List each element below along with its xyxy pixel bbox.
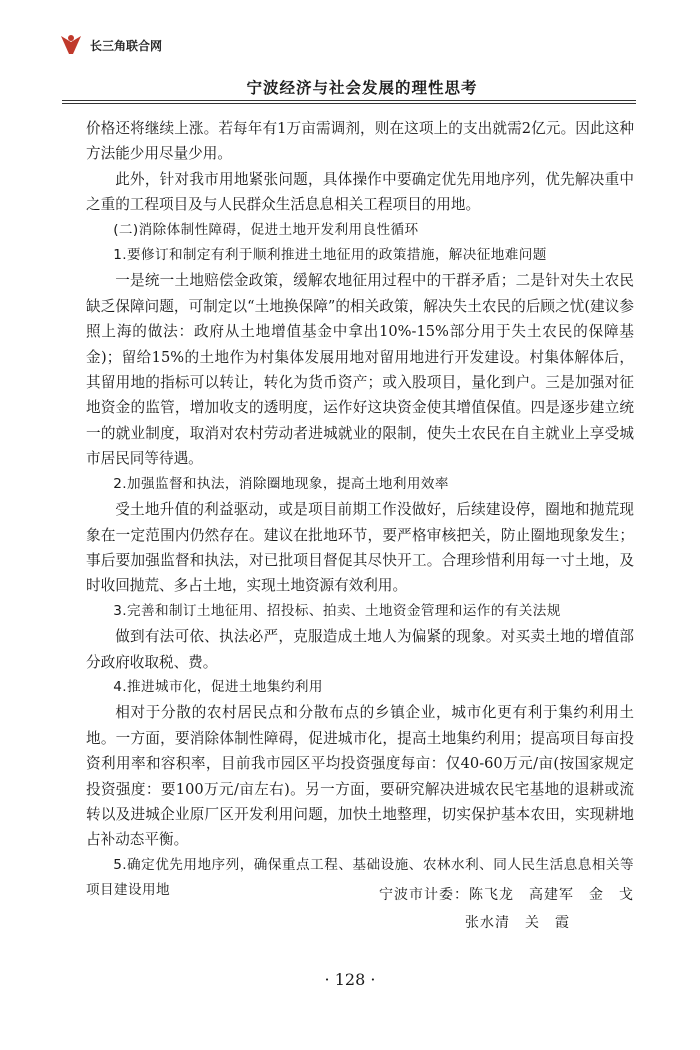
section-subheading: (二)消除体制性障碍，促进土地开发利用良性循环: [113, 221, 419, 238]
logo-text: 长三角联合网: [90, 38, 163, 53]
paragraph: 价格还将继续上涨。若每年有1万亩需调剂，则在这项上的支出就需2亿元。因此这种方法能少用尽量少用。: [86, 120, 634, 163]
paragraph: 相对于分散的农村居民点和分散布点的乡镇企业，城市化更有利于集约利用土地。一方面，要消除体制性障碍，促进城市化，提高土地集约利用；提高项目每亩投资利用率和容积率，目前我市园区平均投资强度每亩：仅40-60万元/亩(按国家规定投资强度：要100万元/亩左右)。另一方面，要研究解决进城农民宅基地的退耕或流转以及进城企业原厂区开发利用问题，加快土地整理，切实保护基本农田，实现耕地占补动态平衡。: [86, 704, 634, 849]
body-text: [86, 116, 634, 904]
page-number: · 128 ·: [324, 970, 376, 989]
section-subheading: 3.完善和制订土地征用、招投标、拍卖、土地资金管理和运作的有关法规: [113, 602, 561, 619]
section-subheading: 4.推进城市化，促进土地集约利用: [113, 678, 323, 695]
paragraph: 此外，针对我市用地紧张问题，具体操作中要确定优先用地序列，优先解决重中之重的工程项目及与人民群众生活息息相关工程项目的用地。: [86, 170, 634, 214]
logo-mark-icon: [58, 32, 84, 58]
signature-line-1: 宁波市计委：陈飞龙 高建军 金 戈: [379, 887, 634, 903]
running-title: 宁波经济与社会发展的理性思考: [246, 79, 478, 97]
paragraph: 做到有法可依、执法必严，克服造成土地人为偏紧的现象。对买卖土地的增值部分政府收取税、费。: [86, 628, 634, 671]
header-rule-top: [62, 100, 636, 101]
paragraph: 一是统一土地赔偿金政策，缓解农地征用过程中的干群矛盾；二是针对失土农民缺乏保障问题，可制定以“土地换保障”的相关政策，解决失土农民的后顾之忧(建议参照上海的做法：政府从土地增值基金中拿出10%-15%部分用于失土农民的保障基金)；留给15%的土地作为村集体发展用地对留用地进行开发建设。村集体解体后，其留用地的指标可以转让，转化为货币资产；或入股项目，量化到户。三是加强对征地资金的监管，增加收支的透明度，运作好这块资金使其增值保值。四是逐步建立统一的就业制度，取消对农村劳动者进城就业的限制，使失土农民在自主就业上享受城市居民同等待遇。: [86, 272, 634, 468]
paragraph: 受土地升值的利益驱动，或是项目前期工作没做好，后续建设停，圈地和抛荒现象在一定范围内仍然存在。建议在批地环节，要严格审核把关，防止圈地现象发生；事后要加强监督和执法，对已批项目督促其尽快开工。合理珍惜利用每一寸土地，及时收回抛荒、多占土地，实现土地资源有效利用。: [86, 501, 634, 595]
signature-line-2: 张水清 关 霞: [465, 915, 570, 931]
site-logo: [58, 32, 162, 58]
section-subheading: 2.加强监督和执法，消除圈地现象，提高土地利用效率: [113, 475, 449, 492]
section-subheading: 5.确定优先用地序列，确保重点工程、基础设施、农林水利、同人民生活息息相关等项目建设用地: [86, 856, 634, 899]
header-rule-bottom: [62, 103, 636, 104]
section-subheading: 1.要修订和制定有利于顺利推进土地征用的政策措施，解决征地难问题: [113, 247, 547, 264]
